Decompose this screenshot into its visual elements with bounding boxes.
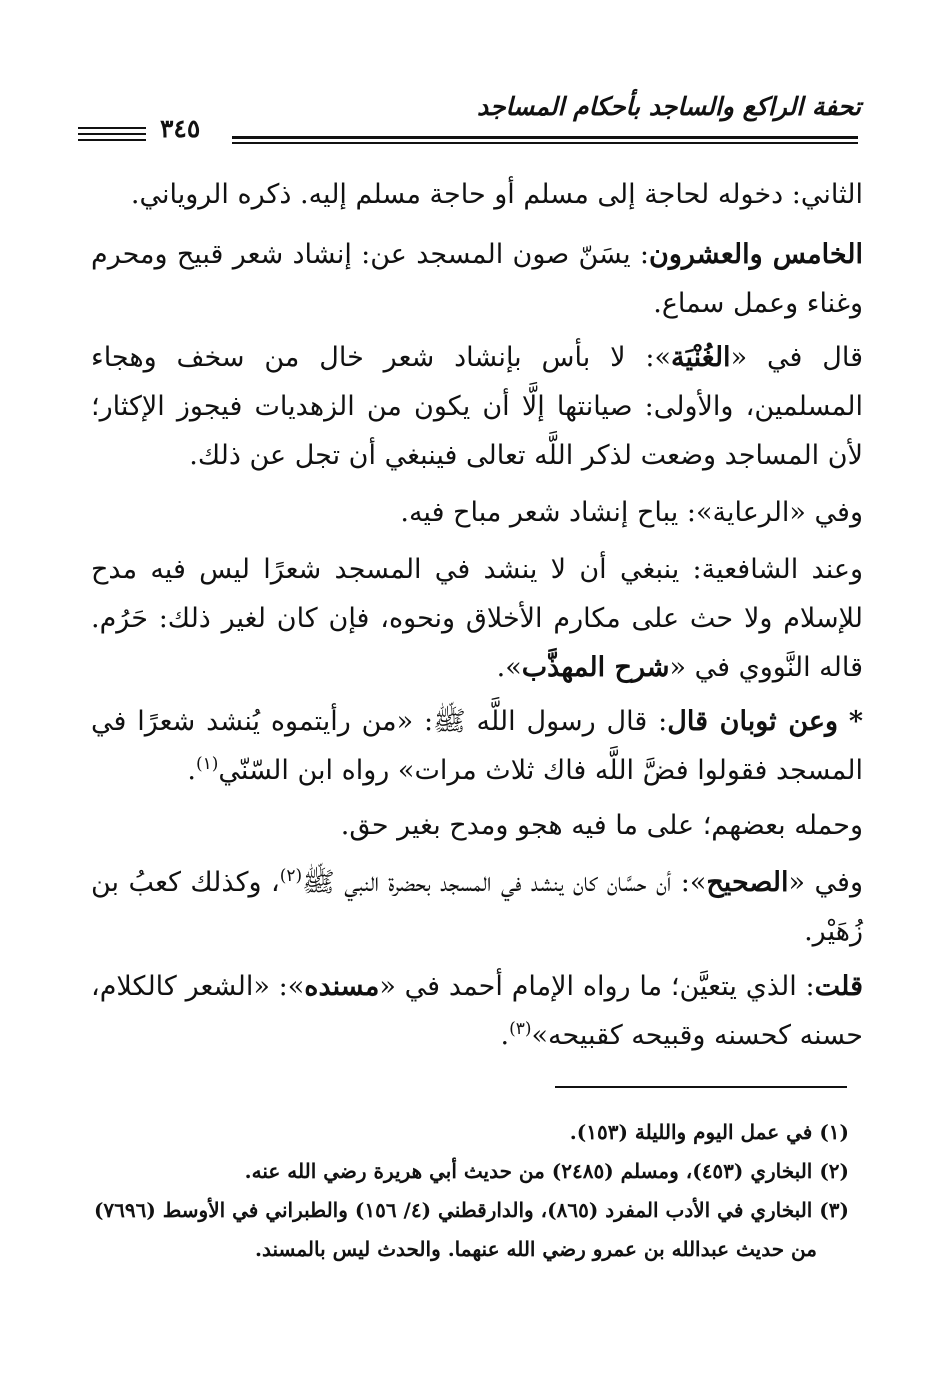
paragraph-3 [91, 333, 863, 480]
paragraph-6 [91, 697, 863, 795]
paragraph-text: »: «الشعر كالكلام، حسنه كحسنه وقبيحه كقبيحه» [91, 971, 863, 1051]
footnote-2: (٢) البخاري (٤٥٣)، ومسلم (٢٤٨٥) من حديث أبي هريرة رضي الله عنه. [244, 1159, 849, 1183]
paragraph-text: . [187, 755, 196, 786]
section-lead: وعن ثوبان قال [667, 706, 839, 737]
paragraph-5 [91, 545, 863, 692]
book-reference: شرح المهذَّب [521, 652, 670, 683]
paragraph-text: الثاني: دخوله لحاجة إلى مسلم أو حاجة مسلم إليه. ذكره الروياني. [130, 179, 863, 210]
paragraph-2 [91, 230, 863, 328]
paragraph-7 [91, 801, 863, 850]
paragraph-text: : قال رسول اللَّه ﷺ: «من رأيتموه يُنشد شعرًا في المسجد فقولوا فضَّ اللَّه فاك ثلاث مرات» رواه ابن السّنّي [91, 706, 863, 786]
paragraph-8 [91, 858, 863, 956]
paragraph-text: »: أن حسَّان كان ينشد في المسجد بحضرة النبي ﷺ [302, 867, 707, 898]
footnote-ref: (٣) [509, 1019, 532, 1039]
header-rule-thin [232, 142, 858, 144]
paragraph-text: »: لا بأس بإنشاد شعر خال من سخف وهجاء المسلمين، والأولى: صيانتها إلَّا أن يكون من الزهديات فيجوز الإكثار؛ لأن المساجد وضعت لذكر اللَّه تعالى فينبغي أن تجل عن ذلك. [91, 342, 863, 471]
paragraph-text: . [500, 1020, 510, 1051]
book-reference: مسنده [304, 971, 380, 1002]
paragraph-9 [91, 962, 863, 1060]
header-rule-left [78, 133, 146, 135]
paragraph-text: وعند الشافعية: ينبغي أن لا ينشد في المسجد شعرًا ليس فيه مدح للإسلام ولا حث على مكارم الأخلاق ونحوه، فإن كان لغير ذلك: حَرُم. قاله النَّووي في « [91, 554, 863, 683]
section-lead: الخامس والعشرون [649, 239, 863, 270]
paragraph-text: ». [496, 652, 522, 683]
header-rule-left [78, 127, 146, 129]
paragraph-1 [91, 170, 863, 219]
page-number: ٣٤٥ [160, 114, 201, 143]
paragraph-text: وفي « [788, 867, 863, 898]
paragraph-text: : يسَنّ صون المسجد عن: إنشاد شعر قبيح ومحرم وغناء وعمل سماع. [91, 239, 863, 319]
paragraph-4 [91, 488, 863, 537]
footnote-ref: (٢) [279, 866, 303, 886]
book-reference: الغُنْيَة [671, 342, 731, 373]
footnote-3: (٣) البخاري في الأدب المفرد (٨٦٥)، والدارقطني (٤/ ١٥٦) والطبراني في الأوسط (٧٦٩٦) [93, 1198, 849, 1222]
footnote-ref: (١) [196, 754, 219, 774]
paragraph-text: وحمله بعضهم؛ على ما فيه هجو ومدح بغير حق. [340, 810, 863, 841]
header-rule-thick [232, 136, 858, 139]
paragraph-text: : الذي يتعيَّن؛ ما رواه الإمام أحمد في « [379, 971, 815, 1002]
footnote-1: (١) في عمل اليوم والليلة (١٥٣). [569, 1120, 849, 1144]
book-reference: الصحيح [706, 867, 789, 898]
footnote-3-continued: من حديث عبدالله بن عمرو رضي الله عنهما. والحدث ليس بالمسند. [254, 1237, 817, 1261]
paragraph-text: ، وكذلك كعبُ بن زُهَيْر. [91, 867, 863, 947]
header-rule-left [78, 139, 146, 141]
star-marker: * [848, 706, 863, 737]
footnote-separator [555, 1086, 847, 1088]
paragraph-text: وفي «الرعاية»: يباح إنشاد شعر مباح فيه. [400, 497, 863, 528]
section-lead: قلت [814, 971, 864, 1002]
paragraph-text: قال في « [730, 342, 863, 373]
running-title: تحفة الراكع والساجد بأحكام المساجد [476, 92, 861, 121]
